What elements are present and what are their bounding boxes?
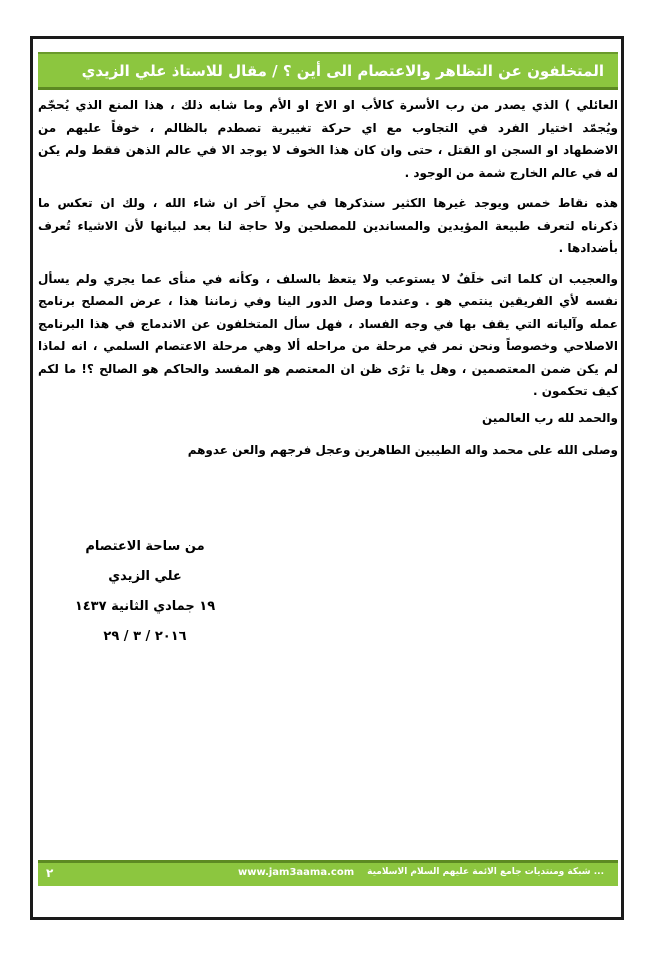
paragraph-line: هذه نقاط خمس ويوجد غيرها الكثير سنذكرها في محلٍ آخر ان شاء الله ، ولك ان تعكس ما — [38, 196, 618, 210]
paragraph-line: له في عالم الخارج شمة من الوجود . — [404, 165, 618, 180]
paragraph-line: بأضدادها . — [558, 241, 618, 255]
paragraph-1 — [38, 94, 618, 184]
article-body — [38, 94, 618, 475]
page-number: ٢ — [46, 866, 54, 880]
paragraph-line: عمله وآلياته التي يقف بها في وجه الفساد ، فهل سأل المتخلفون عن الاندماج في هذا البرنامج — [38, 316, 618, 331]
page-footer — [38, 860, 618, 886]
paragraph-2 — [38, 192, 618, 260]
paragraph-line: لم يكن ضمن المعتصمين ، وهل يا ترُى ظن ان المعتصم هو المفسد والحاكم هو الصالح ؟! ما لكم — [38, 361, 618, 376]
paragraph-3 — [38, 268, 618, 403]
article-title-banner — [38, 52, 618, 90]
signature-name: علي الزيدي — [108, 569, 182, 584]
paragraph-line: العائلي ) الذي يصدر من رب الأسرة كالأب او الاخ او الأم وما شابه ذلك ، هذا المنع الذي يُحجّم — [38, 98, 618, 112]
signature-gregorian-date: ٢٠١٦ / ٣ / ٢٩ — [103, 629, 187, 644]
signature-hijri-date: ١٩ جمادي الثانية ١٤٣٧ — [74, 599, 216, 614]
paragraph-line: ذكرناه لتعرف طبيعة المؤيدين والمساندين للمصلحين ولا حاجة لنا بعد لبيانها لأن الاشياء تُعرف — [38, 218, 618, 233]
paragraph-line: نفسه لأي الفريقين ينتمي هو . وعندما وصل الدور الينا وفي زماننا هذا ، عرض المصلح برنامج — [38, 294, 618, 308]
paragraph-line: الاصلاحي وخصوصاً ونحن نمر في مرحلة من مراحله ألا وهي مرحلة الاعتصام السلمي ، انه لماذا — [38, 339, 618, 353]
paragraph-line: ويُجمّد اختيار الفرد في التجاوب مع اي حركة تغييرية تصطدم بالظالم ، خوفاً عليهم من — [38, 120, 618, 135]
signature-block — [60, 532, 230, 652]
closing-praise: والحمد لله رب العالمين — [481, 410, 618, 425]
website-link[interactable]: www.jam3aama.com — [238, 867, 355, 878]
signature-from: من ساحة الاعتصام — [85, 539, 205, 554]
paragraph-line: الاضطهاد او السجن او القتل ، حتى وان كان هذا الخوف لا يوجد الا في عالم الذهن فقط ولم يكن — [38, 143, 618, 157]
paragraph-line: والعجيب ان كلما اتى خلَفٌ لا يستوعب ولا يتعظ بالسلف ، وكأنه في منأى عما يجري ولم يسأل — [38, 271, 618, 286]
article-title: المتخلفون عن التظاهر والاعتصام الى أين ؟ / مقال للاستاذ علي الزيدي — [81, 62, 604, 80]
paragraph-line: كيف تحكمون . — [532, 384, 618, 398]
network-name: ... شبكة ومنتديات جامع الائمة عليهم السلام الاسلامية — [367, 867, 604, 877]
closing-blessing: وصلى الله على محمد واله الطيبين الطاهرين وعجل فرجهم والعن عدوهم — [187, 442, 618, 457]
